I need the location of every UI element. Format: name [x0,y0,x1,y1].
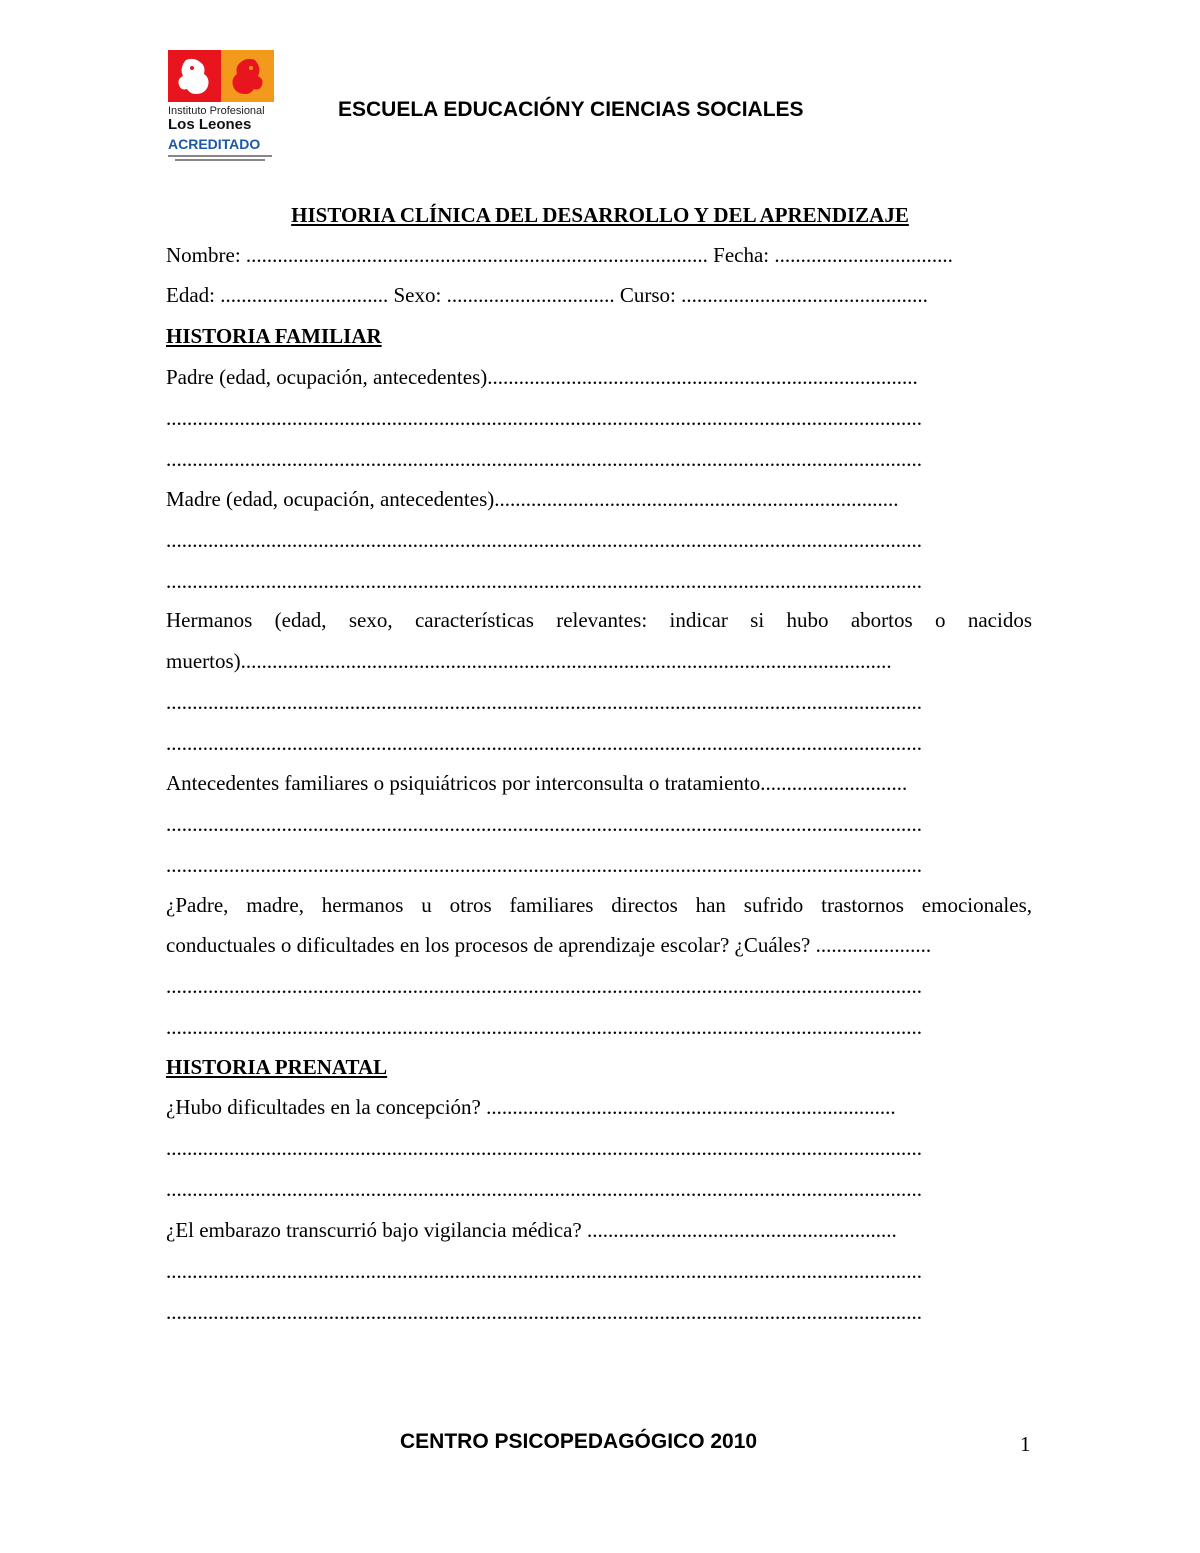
answer-line: ................................................................................................................................................ [166,1259,922,1283]
answer-line: ................................................................................................................................................ [166,1177,922,1201]
question-hermanos-cont: muertos)............................................................................................................................ [166,649,892,673]
logo-emblem [168,50,274,102]
field-nombre-fecha: Nombre: ........................................................................................ Fecha: .................................. [166,243,953,267]
answer-line: ................................................................................................................................................ [166,528,922,552]
lion-left-icon [168,50,221,102]
question-concepcion: ¿Hubo dificultades en la concepción? .............................................................................. [166,1095,896,1119]
logo-fineprint [175,159,265,161]
section-heading-prenatal: HISTORIA PRENATAL [166,1055,388,1079]
answer-line: ................................................................................................................................................ [166,1136,922,1160]
question-madre: Madre (edad, ocupación, antecedentes)............................................................................. [166,487,899,511]
question-embarazo: ¿El embarazo transcurrió bajo vigilancia médica? ........................................................... [166,1218,897,1242]
answer-line: ................................................................................................................................................ [166,853,922,877]
question-antecedentes: Antecedentes familiares o psiquiátricos por interconsulta o tratamiento............................ [166,771,908,795]
question-hermanos: Hermanos (edad, sexo, características relevantes: indicar si hubo abortos o nacidos [166,608,1032,632]
answer-line: ................................................................................................................................................ [166,1015,922,1039]
answer-line: ................................................................................................................................................ [166,731,922,755]
logo-accredited: ACREDITADO [168,136,261,152]
page-number: 1 [1020,1432,1031,1456]
logo-line-1: Instituto Profesional [168,105,265,117]
answer-line: ................................................................................................................................................ [166,690,922,714]
logo-line-2: Los Leones [168,116,252,133]
answer-line: ................................................................................................................................................ [166,974,922,998]
lion-right-icon [221,50,274,102]
answer-line: ................................................................................................................................................ [166,1300,922,1324]
question-trastornos: ¿Padre, madre, hermanos u otros familiares directos han sufrido trastornos emocionales, [166,893,1032,917]
question-trastornos-cont: conductuales o dificultades en los procesos de aprendizaje escolar? ¿Cuáles? ...................... [166,933,932,957]
answer-line: ................................................................................................................................................ [166,812,922,836]
institution-logo [168,50,278,168]
answer-line: ................................................................................................................................................ [166,406,922,430]
question-padre: Padre (edad, ocupación, antecedentes).................................................................................. [166,365,918,389]
school-header: ESCUELA EDUCACIÓNY CIENCIAS SOCIALES [338,98,804,121]
answer-line: ................................................................................................................................................ [166,569,922,593]
document-title: HISTORIA CLÍNICA DEL DESARROLLO Y DEL APRENDIZAJE [291,203,909,227]
answer-line: ................................................................................................................................................ [166,447,922,471]
footer-center: CENTRO PSICOPEDAGÓGICO 2010 [400,1430,758,1453]
field-edad-sexo-curso: Edad: ................................ Sexo: ................................ Curso: ............................................... [166,283,928,307]
logo-fineprint [168,155,272,157]
section-heading-familiar: HISTORIA FAMILIAR [166,324,382,348]
